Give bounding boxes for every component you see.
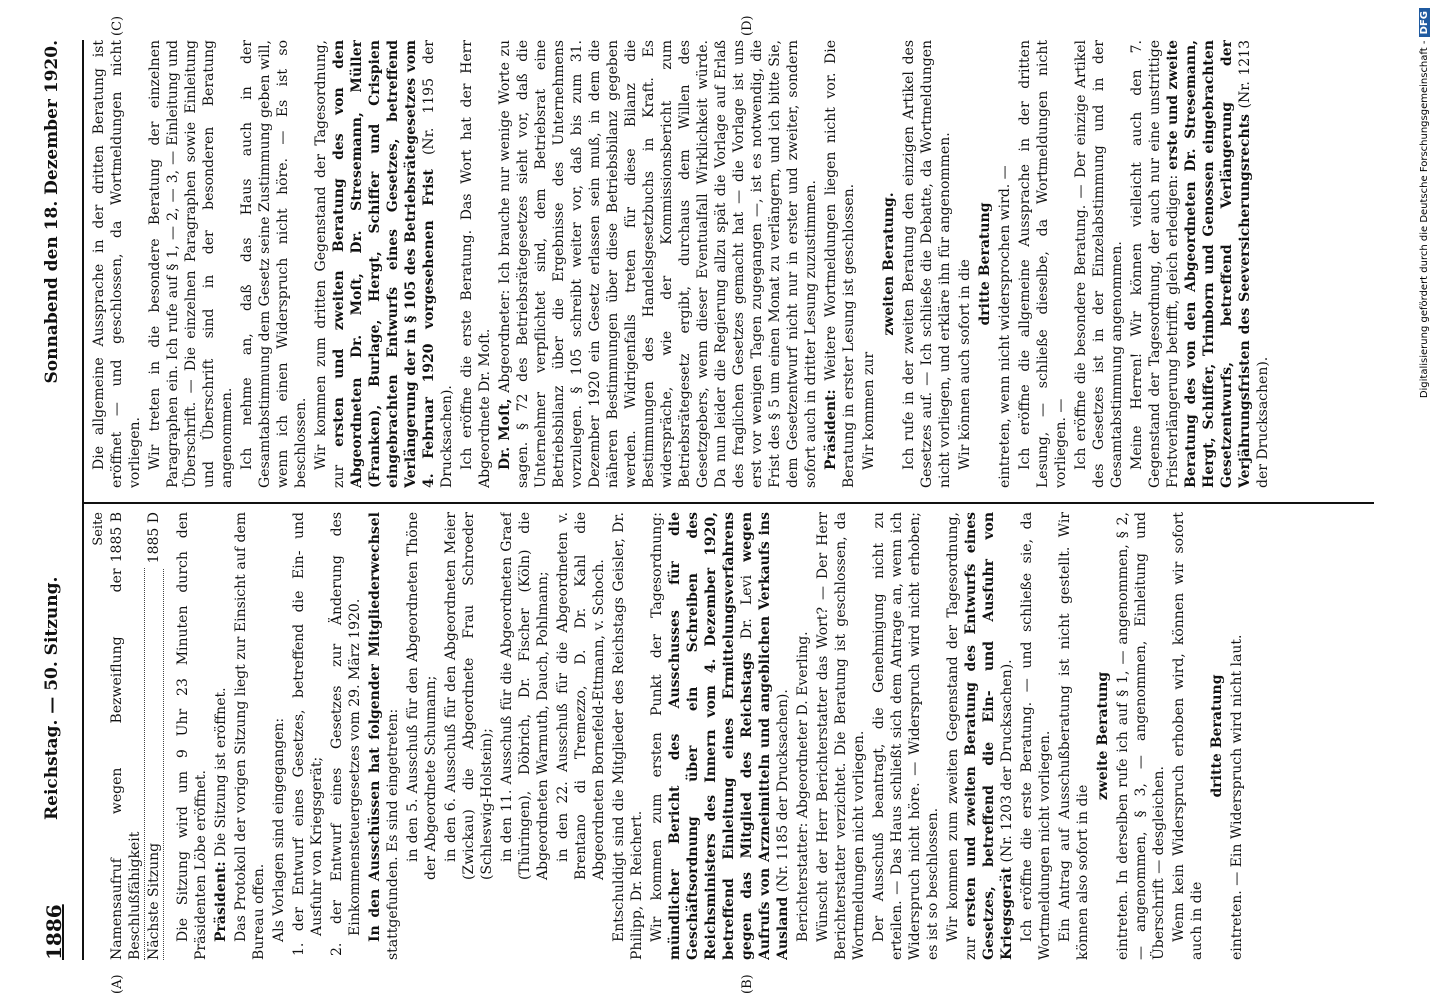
speaker-label: Präsident: xyxy=(213,861,229,942)
paragraph: Ich nehme an, daß das Haus auch in der Gesamtabstimmung dem Gesetz seine Zustimmung geben will, wenn ich einen Widerspruch nicht höre. — Es ist so beschlossen. xyxy=(239,40,309,488)
paragraph: Berichterstatter: Abgeordneter D. Everling. xyxy=(795,631,811,942)
paragraph-text: stattgefunden. Es sind eingetreten: xyxy=(385,708,401,960)
paragraph: Entschuldigt sind die Mitglieder des Reichstags Geisler, Dr. Philipp, Dr. Reichert. xyxy=(611,512,645,960)
session-date: Sonnabend den 18. Dezember 1920. xyxy=(42,40,62,384)
statement-text: Die Sitzung ist eröffnet. xyxy=(213,687,229,857)
paragraph-text: Dr. Levi xyxy=(739,575,755,640)
paragraph-text: Meine Herren! Wir können vielleicht auch den 7. Gegenstand der Tagesordnung, der auch nur eine unstrittige Fristverlängerung betrifft, gleich erledigen: xyxy=(1129,40,1181,488)
statement-text: Weitere Wortmeldungen liegen nicht vor. Die Beratung in erster Lesung ist geschlossen. xyxy=(823,40,857,488)
paragraph xyxy=(366,512,402,960)
opening-paragraph: Die Sitzung wird um 9 Uhr 23 Minuten durch den Präsidenten Löbe eröffnet. xyxy=(175,512,209,960)
paragraph: Wir kommen zur xyxy=(861,351,877,470)
section-heading: zweite Beratung xyxy=(1095,671,1111,801)
paragraph: Ich eröffne die allgemeine Aussprache in der dritten Lesung, — schließe dieselbe, da Wortmeldungen nicht vorliegen. — xyxy=(1017,40,1069,488)
toc-row xyxy=(145,512,164,960)
agenda-item xyxy=(1128,40,1272,488)
session-title: Reichstag. — 50. Sitzung. xyxy=(42,576,62,820)
margin-mark-d: (D) xyxy=(740,15,755,36)
paragraph: in den 5. Ausschuß für den Abgeordneten Thöne der Abgeordnete Schumann; xyxy=(405,512,439,880)
toc-label: Namensaufruf wegen Bezweiflung der Beschlußfähigkeit xyxy=(109,568,143,960)
agenda-title: ersten und zweiten Beratung des Entwurfs eines Gesetzes, betreffend die Ein- und Ausfuhr von Kriegsgerät xyxy=(963,512,1015,960)
agenda-item xyxy=(312,40,456,488)
toc-label: Nächste Sitzung xyxy=(145,569,164,960)
paragraph: Ich eröffne die erste Beratung. — und schließe sie, da Wortmeldungen nicht vorliegen. xyxy=(1019,512,1053,960)
agenda-title: mündlicher Bericht des Ausschusses für die Geschäftsordnung über ein Schreiben des Reichsministers des Innern vom 4. Dezember 1920, betreffend Einleitung eines Ermittelungsverfahrens gegen das Mitglied des Reichstags xyxy=(667,512,755,960)
credit-text: Digitalisierung gefördert durch die Deutsche Forschungsgemeinschaft - xyxy=(1419,40,1430,399)
speaker-label: Dr. Moſt, xyxy=(497,398,513,470)
page-number: 1886 xyxy=(42,904,66,960)
section-heading: zweiten Beratung. xyxy=(881,192,897,336)
paragraph: in den 6. Ausschuß für den Abgeordneten Meier (Zwickau) die Abgeordnete Frau Schroeder (Schleswig-Holstein); xyxy=(443,512,495,880)
right-column xyxy=(90,40,1360,488)
dfg-logo: DFG xyxy=(1419,8,1430,37)
section-heading: dritte Beratung xyxy=(977,202,993,326)
paragraph: Wünscht der Herr Berichterstatter das Wort? — Der Herr Berichterstatter verzichtet. Die Beratung ist geschlossen, da Wortmeldungen nicht vorliegen. xyxy=(815,512,867,960)
agenda-title: ersten und zweiten Beratung des von den Abgeordneten Dr. Moſt, Dr. Stresemann, Müller (Franken), Burlage, Hergt, Schiffer und Crispien eingebrachten Entwurfs eines Gesetzes, betreffend Verlängerung der in § 105 des Betriebsrätegesetzes vom 4. Februar 1920 vorgesehenen Frist xyxy=(331,40,437,488)
column-divider xyxy=(84,502,1374,504)
toc-page: 1885 B xyxy=(109,512,125,563)
speaker-label: Präsident: xyxy=(823,389,839,470)
toc-heading: Seite xyxy=(91,512,106,546)
paragraph-text: (Nr. 1195 der Drucksachen). xyxy=(421,40,455,488)
paragraph-text: (Nr. 1185 der Drucksachen). xyxy=(775,689,791,893)
list-item: 1. der Entwurf eines Gesetzes, betreffend die Ein- und Ausfuhr von Kriegsgerät; xyxy=(291,512,325,956)
paragraph: in den 22. Ausschuß für die Abgeordneten v. Brentano di Tremezzo, D. Dr. Kahl die Abgeordneten Bornefeld-Ettmann, v. Schoch. xyxy=(555,512,607,880)
paragraph: Wir können auch sofort in die xyxy=(957,259,973,470)
credit-line xyxy=(1416,0,1434,1000)
paragraph: Ich rufe in der zweiten Beratung den einzigen Artikel des Gesetzes auf. — Ich schließe die Debatte, da Wortmeldungen nicht vorliegen, und erkläre ihn für angenommen. xyxy=(901,40,953,488)
agenda-title: erste und zweite Beratung des von den Abgeordneten Dr. Stresemann, Hergt, Schiffer, Trimborn und Genossen eingebrachten Gesetzentwurfs, betreffend Verlängerung der Verjährungsfristen des Seeversicherungsrechts xyxy=(1165,40,1253,488)
paragraph: eintreten. — Ein Widerspruch wird nicht laut. xyxy=(1229,634,1245,960)
paragraph-text: Wir kommen zum dritten Gegenstand der Tagesordnung, zur xyxy=(313,40,347,488)
list-item: 2. der Entwurf eines Gesetzes zur Änderung des Einkommensteuergesetzes vom 29. März 1920. xyxy=(329,512,363,956)
paragraph: Ich eröffne die erste Beratung. Das Wort hat der Herr Abgeordnete Dr. Moſt. xyxy=(459,40,493,488)
toc-row xyxy=(108,512,145,960)
margin-mark-a: (A) xyxy=(110,974,125,994)
paragraph-text: (Nr. 1213 der Drucksachen). xyxy=(1237,40,1271,488)
paragraph: Das Protokoll der vorigen Sitzung liegt zur Einsicht auf dem Bureau offen. xyxy=(233,512,267,960)
president-statement xyxy=(212,512,230,960)
paragraph: eintreten, wenn nicht widersprochen wird. — xyxy=(997,165,1013,488)
paragraph-text: (Nr. 1203 der Drucksachen). xyxy=(999,659,1015,863)
paragraph: in den 11. Ausschuß für die Abgeordneten Graef (Thüringen), Döbrich, Dr. Fischer (Köln) die Abgeordneten Warmuth, Dauch, Pohlmann; xyxy=(499,512,551,880)
paragraph-text: Wir kommen zum ersten Punkt der Tagesordnung: xyxy=(649,512,665,942)
toc-page: 1885 D xyxy=(146,512,162,564)
paragraph: Ein Antrag auf Ausschußberatung ist nicht gestellt. Wir können also sofort in die xyxy=(1057,512,1091,960)
page-header xyxy=(42,40,82,960)
section-heading: dritte Beratung xyxy=(1209,674,1225,798)
paragraph: Die allgemeine Aussprache in der dritten Beratung ist eröffnet — und geschlossen, da Wortmeldungen nicht vorliegen. xyxy=(91,40,143,488)
paragraph: Der Ausschuß beantragt, die Genehmigung nicht zu erteilen. — Das Haus schließt sich dem Antrage an, wenn ich Widerspruch nicht höre. — Widerspruch wird nicht erhoben; es ist so beschlossen. xyxy=(871,512,941,960)
agenda-item xyxy=(944,512,1016,960)
speech-text: Abgeordneter: Ich brauche nur wenige Worte zu sagen. § 72 des Betriebsrätegesetzes sieht vor, daß die Unternehmer verpflichtet sind, dem Betriebsrat eine Betriebsbilanz über die Ergebnisse des Unternehmens vorzulegen. § 105 schreibt weiter vor, daß bis zum 31. Dezember 1920 ein Gesetz erlassen sein muß, in dem die näheren Bestimmungen über diese Betriebsbilanz gegeben werden. Widrigenfalls treten für diese Bilanz die Bestimmungen des Handelsgesetzbuchs in Kraft. Es widerspräche, wie der Kommissionsbericht zum Betriebsrätegesetz ergibt, durchaus dem Willen des Gesetzgebers, wenn dieser Eventualfall Wirklichkeit würde. Da nun leider die Regierung allzu spät die Vorlage auf Erlaß des fraglichen Gesetzes gemacht hat — die Vorlage ist uns erst vor wenigen Tagen zugegangen —, ist es notwendig, die Frist des § 5 um einen Monat zu verlängern, und ich bitte Sie, dem Gesetzentwurf nicht nur in erster und zweiter, sondern sofort auch in dritter Lesung zuzustimmen. xyxy=(497,40,819,488)
president-statement xyxy=(822,40,858,488)
header-rule xyxy=(82,40,84,960)
paragraph: Wir treten in die besondere Beratung der einzelnen Paragraphen ein. Ich rufe auf § 1, — 2, — 3, — Einleitung und Überschrift. — Die einzelnen Paragraphen sowie Einleitung und Überschrift sind in der besonderen Beratung angenommen. xyxy=(147,40,235,488)
speech xyxy=(496,40,820,488)
paragraph: eintreten. In derselben rufe ich auf § 1, — angenommen, § 2, — angenommen, § 3, — angenommen, Einleitung und Überschrift — desgleichen. xyxy=(1115,512,1167,960)
digitization-credit xyxy=(1416,0,1434,1000)
paragraph-text: Wir kommen zum zweiten Gegenstand der Tagesordnung, zur xyxy=(945,512,979,960)
agenda-item xyxy=(648,512,792,960)
bold-text: In den Ausschüssen hat folgender Mitgliederwechsel xyxy=(367,512,383,942)
agenda-title: wegen Aufrufs von Arzneimitteln und angeblichen Verkaufs ins Ausland xyxy=(739,512,791,960)
paragraph: Als Vorlagen sind eingegangen: xyxy=(271,717,287,942)
paragraph: Ich eröffne die besondere Beratung. — Der einzige Artikel des Gesetzes ist in der Einzelabstimmung und in der Gesamtabstimmung angenommen. xyxy=(1073,40,1125,488)
margin-mark-b: (B) xyxy=(740,974,755,994)
margin-mark-c: (C) xyxy=(110,15,125,36)
paragraph: Wenn kein Widerspruch erhoben wird, können wir sofort auch in die xyxy=(1171,512,1205,960)
left-column xyxy=(90,512,1360,960)
